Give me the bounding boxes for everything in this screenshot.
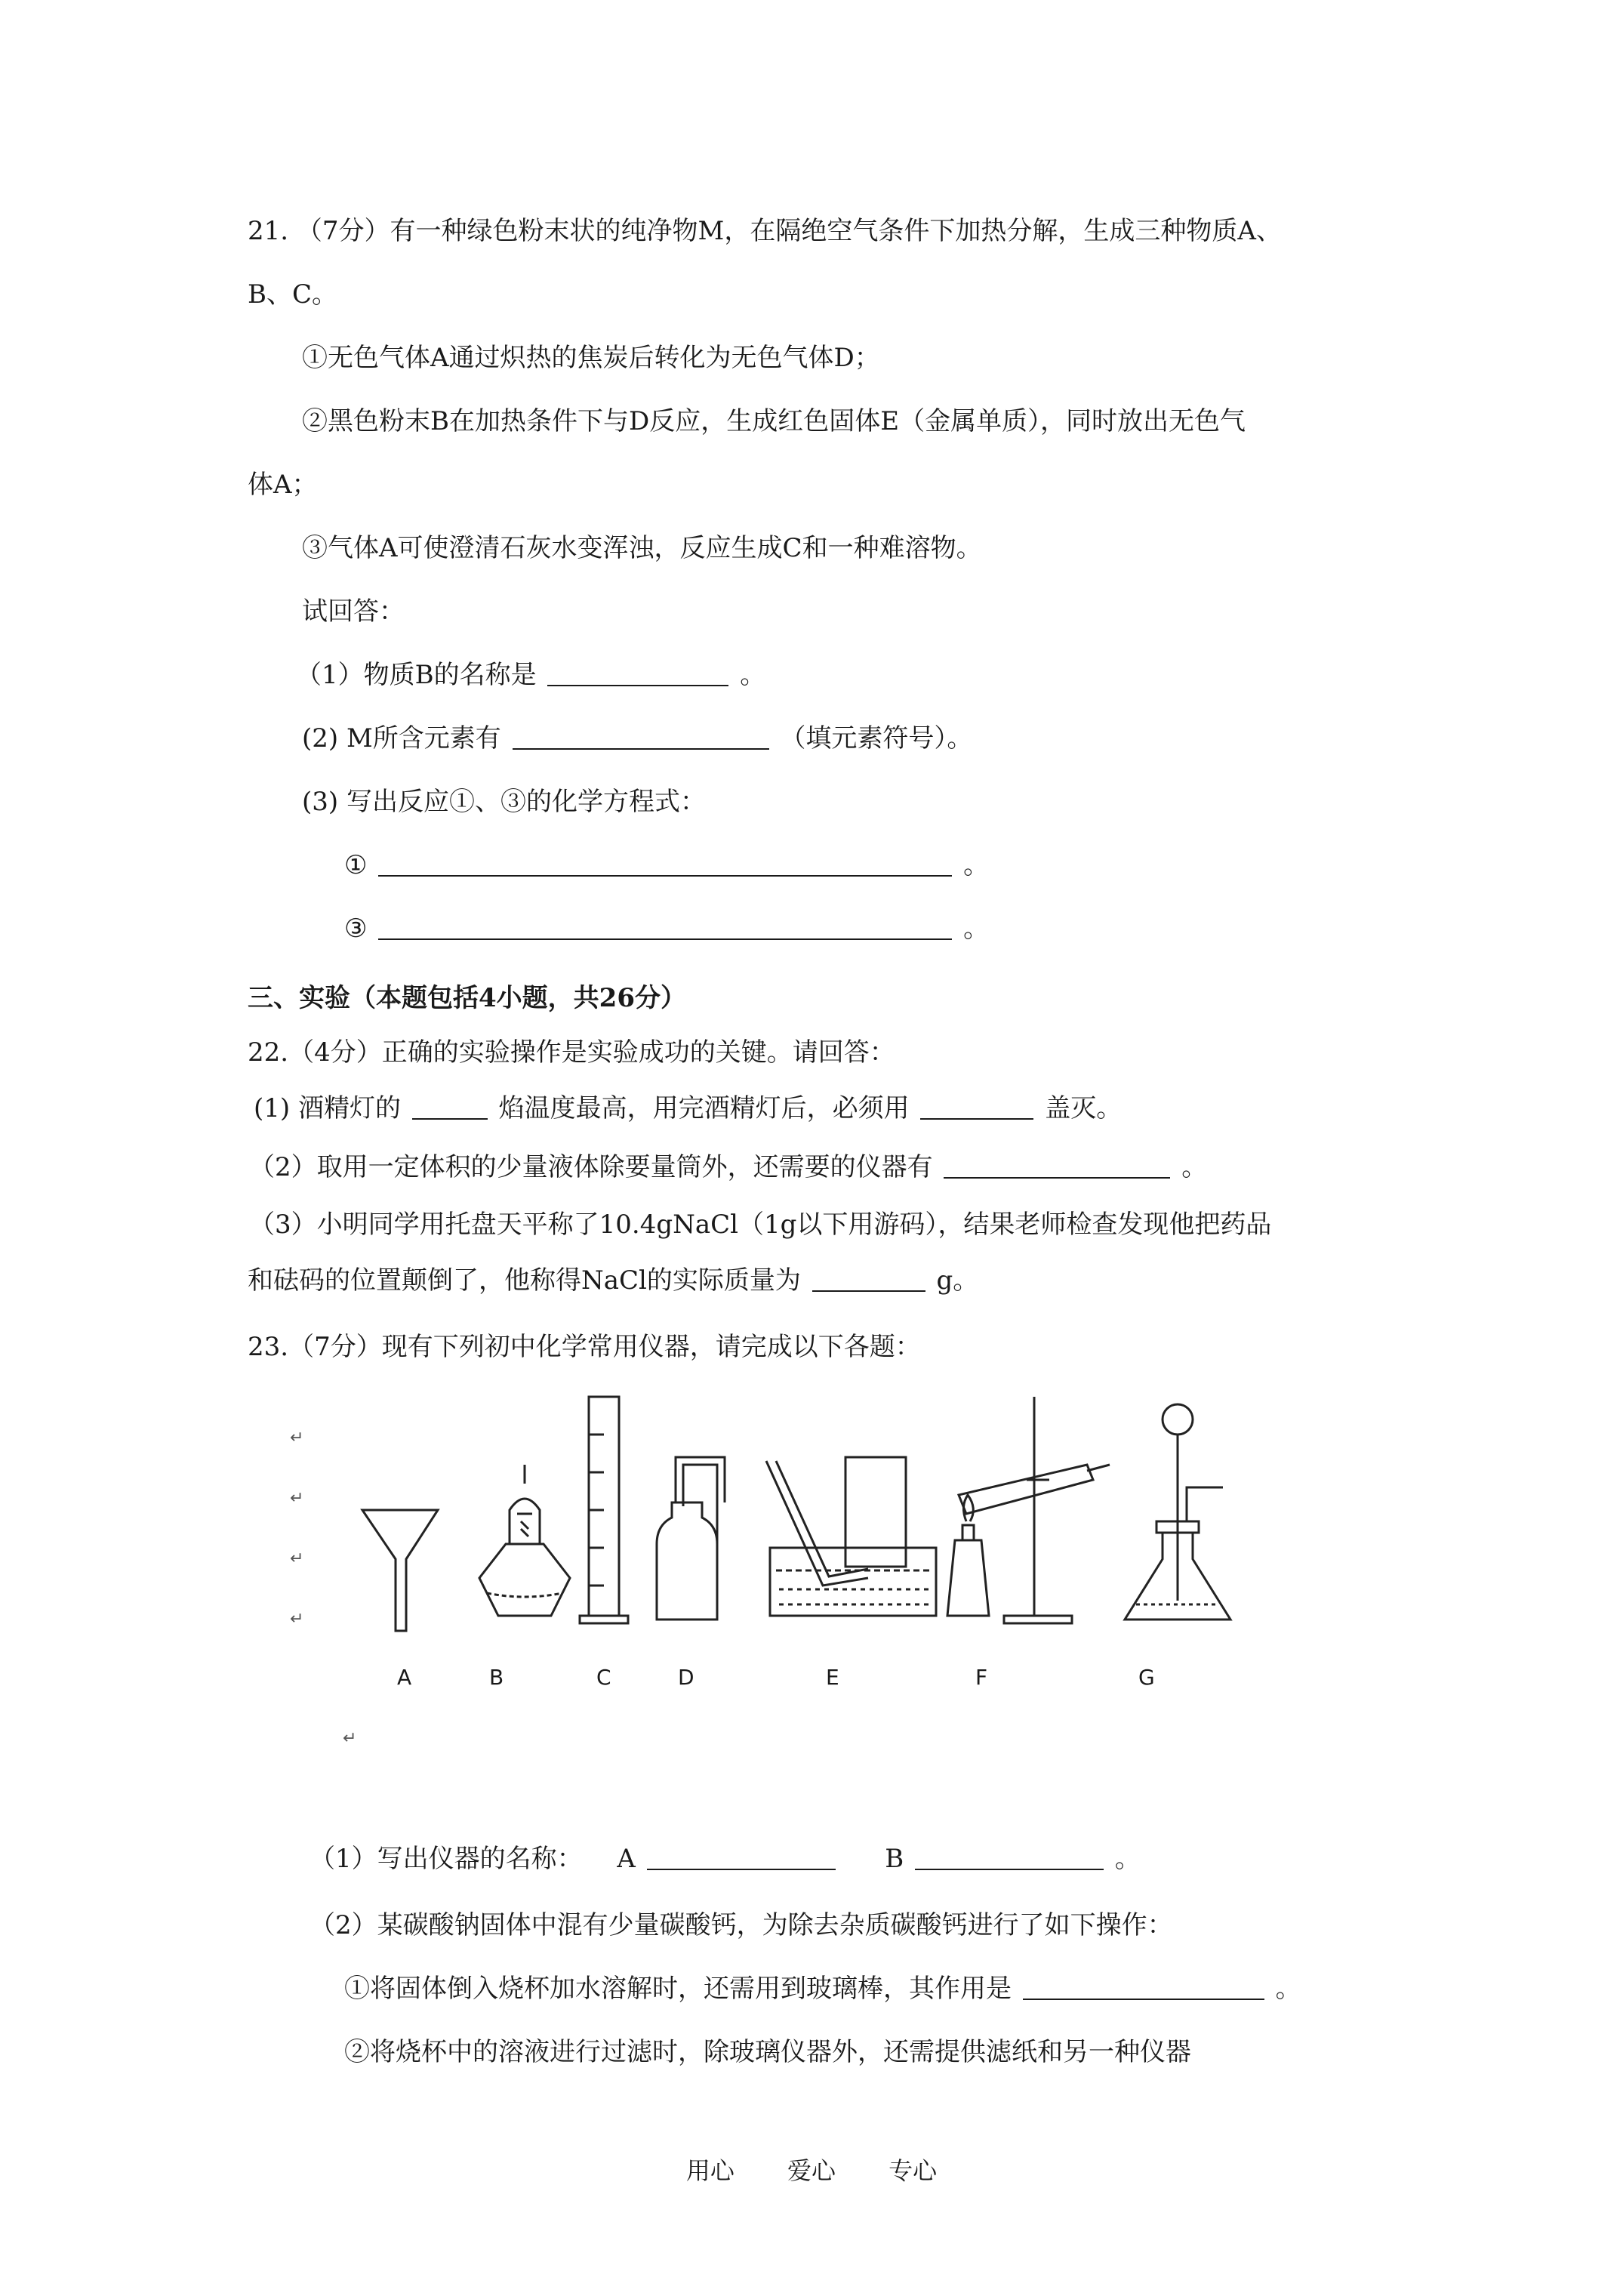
q21-part3: (3) 写出反应①、③的化学方程式： [302,787,706,817]
q22-part2 [249,1151,1207,1184]
q23-part1-prompt: （1）写出仪器的名称： [310,1844,583,1874]
q21-line1: 21. （7分）有一种绿色粉末状的纯净物M，在隔绝空气条件下加热分解，生成三种物质A、 [248,216,1282,246]
return-mark: ↵ [290,1489,304,1508]
q21-part1-answer-blank[interactable] [547,659,728,686]
q22-part3b [248,1264,978,1297]
q21-part2-end: （填元素符号）。 [780,723,973,754]
q23-part1-end: 。 [1114,1844,1141,1874]
gas-bottle-icon [657,1457,725,1620]
iron-stand-heating-icon [947,1397,1110,1623]
q21-part2 [302,722,972,755]
lab-apparatus-figure [272,1374,1268,1706]
water-trough-icon [766,1457,936,1616]
apparatus-label-c: C [596,1665,611,1690]
q23-part1-blank-a[interactable] [647,1843,836,1870]
q22-part3b-unit: g。 [936,1265,979,1296]
q21-statement-1: ①无色气体A通过炽热的焦炭后转化为无色气体D； [302,343,880,373]
return-mark: ↵ [343,1729,357,1748]
q21-part2-answer-blank[interactable] [513,723,769,750]
q21-part2-prompt: (2) M所含元素有 [302,723,501,754]
q21-statement-2b: 体A； [248,470,318,500]
q22-part1-blank-1[interactable] [412,1093,488,1120]
q22-part1-prompt-b: 焰温度最高，用完酒精灯后，必须用 [498,1093,910,1123]
q21-ask: 试回答： [302,596,405,627]
q23-step1 [344,1972,1301,2005]
funnel-icon [362,1510,438,1631]
q21-part1-end: 。 [740,660,766,690]
graduated-cylinder-icon [580,1397,628,1623]
q22-part2-blank[interactable] [944,1151,1170,1179]
return-mark: ↵ [290,1610,304,1629]
apparatus-label-b: B [489,1665,504,1690]
q22-part1-prompt-c: 盖灭。 [1045,1093,1123,1123]
q21-equation-1 [344,849,989,882]
q21-statement-2a: ②黑色粉末B在加热条件下与D反应，生成红色固体E（金属单质），同时放出无色气 [302,406,1246,436]
q23-step1-prompt: ①将固体倒入烧杯加水溶解时，还需用到玻璃棒，其作用是 [344,1974,1012,2004]
q22-part1-prompt-a: (1) 酒精灯的 [254,1093,401,1123]
q21-equation-3-end: 。 [963,914,990,944]
q22-part2-prompt: （2）取用一定体积的少量液体除要量筒外，还需要的仪器有 [249,1152,933,1182]
q22-title: 22.（4分）正确的实验操作是实验成功的关键。请回答： [248,1037,895,1068]
section-3-heading: 三、实验（本题包括4小题，共26分） [248,983,686,1013]
q22-part3-blank[interactable] [812,1265,925,1292]
apparatus-label-a: A [397,1665,412,1690]
q21-statement-3: ③气体A可使澄清石灰水变浑浊，反应生成C和一种难溶物。 [302,533,982,563]
q21-line2: B、C。 [248,279,337,310]
q23-step2: ②将烧杯中的溶液进行过滤时，除玻璃仪器外，还需提供滤纸和另一种仪器 [344,2037,1191,2067]
q22-part1-blank-2[interactable] [920,1093,1033,1120]
q22-part2-end: 。 [1181,1152,1208,1182]
q21-equation-1-mark: ① [344,850,368,880]
conical-flask-icon [1125,1404,1230,1620]
q23-part2: （2）某碳酸钠固体中混有少量碳酸钙，为除去杂质碳酸钙进行了如下操作： [310,1910,1173,1940]
return-mark: ↵ [290,1428,304,1447]
return-mark: ↵ [290,1549,304,1568]
q23-step1-end: 。 [1275,1974,1301,2004]
apparatus-label-f: F [975,1665,988,1690]
q21-equation-1-end: 。 [963,850,990,880]
page-footer: 用心 爱心 专心 [685,2156,938,2185]
q22-part3b-prompt: 和砝码的位置颠倒了，他称得NaCl的实际质量为 [248,1265,801,1296]
alcohol-lamp-icon [479,1465,570,1616]
q23-title: 23.（7分）现有下列初中化学常用仪器，请完成以下各题： [248,1332,921,1362]
q23-step1-blank[interactable] [1023,1973,1264,2000]
q22-part1 [254,1092,1122,1125]
q21-equation-1-blank[interactable] [378,849,952,877]
q21-equation-3-blank[interactable] [378,913,952,940]
q23-part1 [310,1842,1141,1875]
q23-part1-label-b: B [885,1844,904,1874]
apparatus-label-g: G [1138,1665,1155,1690]
q23-part1-label-a: A [617,1844,636,1874]
apparatus-label-d: D [678,1665,694,1690]
q21-equation-3 [344,912,989,945]
q21-part1-prompt: （1）物质B的名称是 [296,660,537,690]
q23-part1-blank-b[interactable] [915,1843,1104,1870]
q22-part3a: （3）小明同学用托盘天平称了10.4gNaCl（1g以下用游码），结果老师检查发现他把药品 [249,1210,1272,1240]
q21-part1 [296,658,765,692]
q21-equation-3-mark: ③ [344,914,368,944]
apparatus-label-e: E [826,1665,839,1690]
